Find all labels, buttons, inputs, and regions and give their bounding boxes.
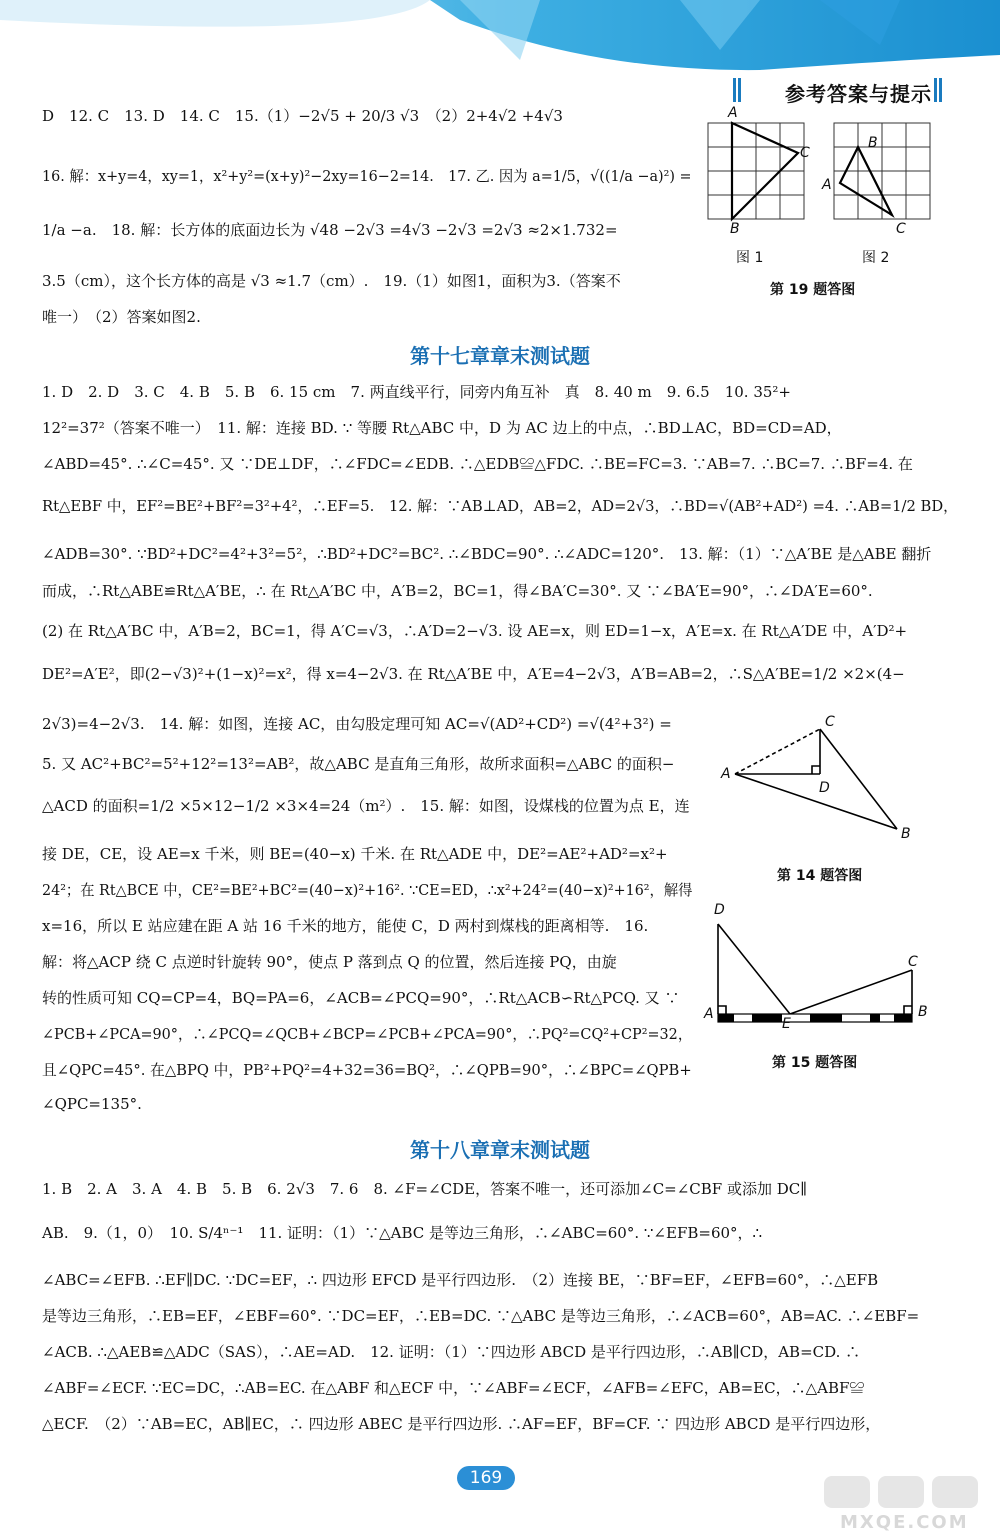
label-B: B	[918, 1004, 928, 1020]
header-deco-right	[934, 78, 944, 102]
ch17-line: 1. D 2. D 3. C 4. B 5. B 6. 15 cm 7. 两直线平行，同旁内角互补 真 8. 40 m 9. 6.5 10. 35²+	[42, 383, 791, 401]
ch17-line: 12²=37²（答案不唯一） 11. 解：连接 BD. ∵ 等腰 Rt△ABC 中，D 为 AC 边上的中点，∴BD⊥AC，BD=CD=AD，	[42, 419, 842, 437]
figure-19	[700, 105, 970, 298]
figure-15	[702, 902, 932, 1071]
label-A: A	[704, 1006, 714, 1022]
ch17-line2: 且∠QPC=45°. 在△BPQ 中，PB²+PQ²=4+32=36=BQ²，∴∠QPB=90°，∴∠BPC=∠QPB+	[42, 1061, 692, 1079]
answer-line: 16. 解：x+y=4，xy=1，x²+y²=(x+y)²−2xy=16−2=14. 17. 乙. 因为 a=1/5，√((1/a −a)²) =	[42, 167, 692, 185]
ch17-line: (2) 在 Rt△A′BC 中，A′B=2，BC=1，得 A′C=√3，∴A′D=2−√3. 设 AE=x，则 ED=1−x，A′E=x. 在 Rt△A′DE 中，A′D²+	[42, 622, 908, 640]
label-C: C	[908, 954, 918, 970]
answer-line: 3.5（cm），这个长方体的高是 √3 ≈1.7（cm）. 19.（1）如图1，面积为3.（答案不	[42, 272, 621, 290]
label-B1: B	[730, 221, 740, 237]
ch17-line2: △ACD 的面积=1/2 ×5×12−1/2 ×3×4=24（m²）. 15. 解：如图，设煤栈的位置为点 E，连	[42, 797, 690, 815]
answer-line: 唯一） （2）答案如图2.	[42, 308, 201, 326]
ch17-line: ∠ADB=30°. ∵BD²+DC²=4²+3²=5²，∴BD²+DC²=BC². ∴∠BDC=90°. ∴∠ADC=120°. 13. 解：（1）∵△A′BE 是△ABE 翻折	[42, 545, 932, 563]
section-title-ch18: 第十八章章末测试题	[410, 1138, 590, 1162]
ch18-line: 是等边三角形，∴EB=EF，∠EBF=60°. ∵DC=EF，∴EB=DC. ∵△ABC 是等边三角形，∴∠ACB=60°，AB=AC. ∴∠EBF=	[42, 1307, 920, 1325]
watermark-text: MXQE.COM	[840, 1512, 969, 1533]
label-C1: C	[800, 145, 810, 161]
figure-14-caption: 第 14 题答图	[777, 868, 863, 884]
ch18-line: AB. 9.（1，0） 10. S/4ⁿ⁻¹ 11. 证明：（1）∵△ABC 是等边三角形，∴∠ABC=60°. ∵∠EFB=60°，∴	[42, 1224, 763, 1242]
ch17-line2: 24²；在 Rt△BCE 中，CE²=BE²+BC²=(40−x)²+16². ∵CE=ED，∴x²+24²=(40−x)²+16²，解得	[42, 881, 693, 899]
figure-label-2: 图 2	[862, 250, 890, 266]
ch17-line2: 2√3)=4−2√3. 14. 解：如图，连接 AC，由勾股定理可知 AC=√(AD²+CD²) =√(4²+3²) =	[42, 715, 672, 733]
ch18-line: 1. B 2. A 3. A 4. B 5. B 6. 2√3 7. 6 8. ∠F=∠CDE，答案不唯一，还可添加∠C=∠CBF 或添加 DC∥	[42, 1180, 808, 1198]
ch17-line: ∠ABD=45°. ∴∠C=45°. 又 ∵DE⊥DF，∴∠FDC=∠EDB. ∴△EDB≌△FDC. ∴BE=FC=3. ∵AB=7. ∴BC=7. ∴BF=4. 在	[42, 455, 913, 473]
figure-label-1: 图 1	[736, 250, 764, 266]
label-A1: A	[728, 105, 738, 121]
ch17-line: Rt△EBF 中，EF²=BE²+BF²=3²+4²，∴EF=5. 12. 解：∵AB⊥AD，AB=2，AD=2√3，∴BD=√(AB²+AD²) =4. ∴AB=1/2 BD，	[42, 497, 958, 515]
ch17-line2: ∠PCB+∠PCA=90°，∴∠PCQ=∠QCB+∠BCP=∠PCB+∠PCA=90°，∴PQ²=CQ²+CP²=32，	[42, 1025, 693, 1043]
label-D: D	[714, 902, 725, 918]
answer-line: 1/a −a. 18. 解：长方体的底面边长为 √48 −2√3 =4√3 −2√3 =2√3 ≈2×1.732=	[42, 221, 618, 239]
section-title-ch17: 第十七章章末测试题	[410, 344, 590, 368]
watermark-logo	[818, 1470, 988, 1536]
ch18-line: ∠ABC=∠EFB. ∴EF∥DC. ∵DC=EF，∴ 四边形 EFCD 是平行四边形. （2）连接 BE，∵BF=EF，∠EFB=60°，∴△EFB	[42, 1271, 879, 1289]
ch17-line2: 转的性质可知 CQ=CP=4，BQ=PA=6，∠ACB=∠PCQ=90°，∴Rt△ACB∽Rt△PCQ. 又 ∵	[42, 989, 680, 1007]
ch18-line: △ECF. （2）∵AB=EC，AB∥EC，∴ 四边形 ABEC 是平行四边形. ∴AF=EF，BF=CF. ∵ 四边形 ABCD 是平行四边形，	[42, 1415, 881, 1433]
page-number: 169	[457, 1466, 515, 1490]
label-C: C	[825, 714, 835, 730]
figure-19-caption: 第 19 题答图	[770, 282, 856, 298]
figure-15-caption: 第 15 题答图	[772, 1055, 858, 1071]
figure-14-drawing	[715, 712, 915, 842]
ch17-line2: 接 DE，CE，设 AE=x 千米，则 BE=(40−x) 千米. 在 Rt△ADE 中，DE²=AE²+AD²=x²+	[42, 845, 668, 863]
figure-19-grids	[700, 105, 970, 255]
ch17-line2: 5. 又 AC²+BC²=5²+12²=13²=AB²，故△ABC 是直角三角形，故所求面积=△ABC 的面积−	[42, 755, 675, 773]
label-E: E	[782, 1016, 791, 1032]
ch18-line: ∠ACB. ∴△AEB≌△ADC（SAS），∴AE=AD. 12. 证明：（1）∵四边形 ABCD 是平行四边形，∴AB∥CD，AB=CD. ∴	[42, 1343, 861, 1361]
figure-14	[715, 712, 915, 884]
header-title: 参考答案与提示	[785, 82, 932, 106]
label-D: D	[819, 780, 830, 796]
ch17-line: DE²=A′E²，即(2−√3)²+(1−x)²=x²，得 x=4−2√3. 在 Rt△A′BE 中，A′E=4−2√3，A′B=AB=2，∴S△A′BE=1/2 ×2×(4−	[42, 665, 905, 683]
label-B2: B	[868, 135, 878, 151]
header-deco-left	[733, 78, 743, 102]
ch18-line: ∠ABF=∠ECF. ∵EC=DC，∴AB=EC. 在△ABF 和△ECF 中，∵∠ABF=∠ECF，∠AFB=∠EFC，AB=EC，∴△ABF≌	[42, 1379, 865, 1397]
label-A2: A	[822, 177, 832, 193]
ch17-line2: x=16，所以 E 站应建在距 A 站 16 千米的地方，能使 C，D 两村到煤栈的距离相等. 16.	[42, 917, 649, 935]
answer-line: D 12. C 13. D 14. C 15.（1）−2√5 + 20/3 √3 （2）2+4√2 +4√3	[42, 107, 563, 125]
ch17-line: 而成，∴Rt△ABE≌Rt△A′BE，∴ 在 Rt△A′BC 中，A′B=2，BC=1，得∠BA′C=30°. 又 ∵∠BA′E=90°，∴∠DA′E=60°.	[42, 582, 873, 600]
ch17-line2: 解：将△ACP 绕 C 点逆时针旋转 90°，使点 P 落到点 Q 的位置，然后连接 PQ，由旋	[42, 953, 617, 971]
label-A: A	[721, 766, 731, 782]
label-C2: C	[896, 221, 906, 237]
label-B: B	[901, 826, 911, 842]
ch17-line2: ∠QPC=135°.	[42, 1095, 142, 1113]
figure-15-drawing	[702, 910, 932, 1030]
